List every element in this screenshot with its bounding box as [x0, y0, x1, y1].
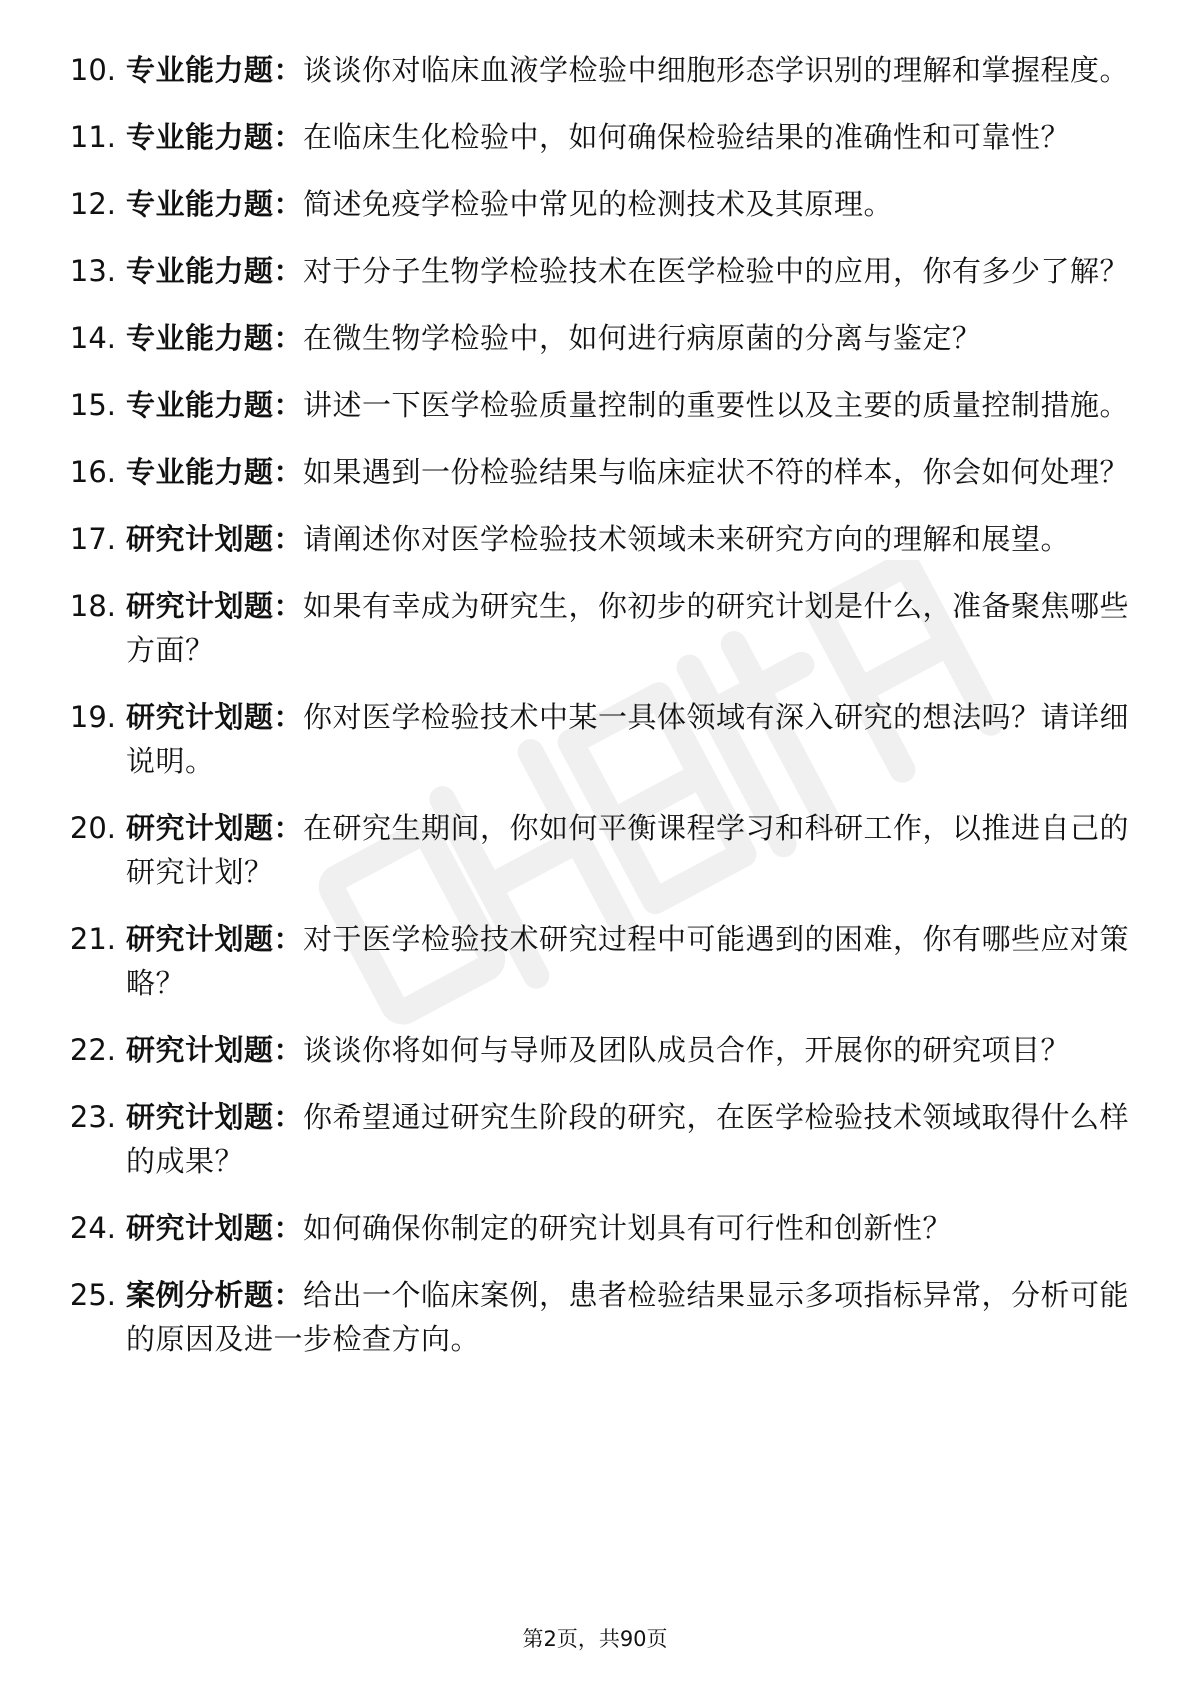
question-number: 10. — [69, 53, 116, 87]
question-number: 13. — [69, 254, 116, 288]
question-number: 22. — [69, 1033, 116, 1067]
page-footer: 第2页，共90页 — [522, 1627, 668, 1651]
question-number: 18. — [69, 589, 116, 623]
question-category: 专业能力题： — [126, 388, 304, 422]
question-category: 专业能力题： — [126, 187, 304, 221]
question-text: 谈谈你将如何与导师及团队成员合作，开展你的研究项目？ — [303, 1033, 1071, 1067]
question-text: 对于分子生物学检验技术在医学检验中的应用，你有多少了解？ — [303, 254, 1130, 288]
question-number: 24. — [69, 1211, 116, 1245]
question-item — [56, 383, 1146, 427]
question-number: 20. — [69, 811, 116, 845]
question-text: 你希望通过研究生阶段的研究，在医学检验技术领域取得什么样的成果？ — [126, 1100, 1130, 1178]
question-item — [56, 806, 1146, 894]
question-category: 专业能力题： — [126, 120, 304, 154]
question-body — [126, 1273, 1146, 1361]
question-text: 如果遇到一份检验结果与临床症状不符的样本，你会如何处理？ — [303, 455, 1130, 489]
question-category: 研究计划题： — [126, 922, 304, 956]
question-item — [56, 917, 1146, 1005]
question-text: 对于医学检验技术研究过程中可能遇到的困难，你有哪些应对策略？ — [126, 922, 1130, 1000]
question-text: 谈谈你对临床血液学检验中细胞形态学识别的理解和掌握程度。 — [303, 53, 1130, 87]
question-number: 19. — [69, 700, 116, 734]
question-text: 简述免疫学检验中常见的检测技术及其原理。 — [303, 187, 894, 221]
question-number: 16. — [69, 455, 116, 489]
question-category: 专业能力题： — [126, 455, 304, 489]
question-category: 案例分析题： — [126, 1278, 304, 1312]
question-text: 请阐述你对医学检验技术领域未来研究方向的理解和展望。 — [303, 522, 1071, 556]
question-item — [56, 48, 1146, 92]
question-item — [56, 695, 1146, 783]
question-body — [126, 917, 1146, 1005]
question-text: 讲述一下医学检验质量控制的重要性以及主要的质量控制措施。 — [303, 388, 1130, 422]
question-number: 23. — [69, 1100, 116, 1134]
question-number: 15. — [69, 388, 116, 422]
question-item — [56, 182, 1146, 226]
question-item — [56, 249, 1146, 293]
question-category: 研究计划题： — [126, 1033, 304, 1067]
question-item — [56, 517, 1146, 561]
question-body — [126, 450, 1146, 494]
question-body — [126, 1028, 1146, 1072]
question-text: 在临床生化检验中，如何确保检验结果的准确性和可靠性？ — [303, 120, 1071, 154]
question-body — [126, 249, 1146, 293]
question-category: 专业能力题： — [126, 53, 304, 87]
question-number: 25. — [69, 1278, 116, 1312]
question-item — [56, 584, 1146, 672]
question-body — [126, 1095, 1146, 1183]
question-category: 研究计划题： — [126, 589, 304, 623]
question-body — [126, 806, 1146, 894]
question-body — [126, 115, 1146, 159]
question-body — [126, 1206, 1146, 1250]
question-category: 研究计划题： — [126, 1211, 304, 1245]
question-text: 如何确保你制定的研究计划具有可行性和创新性？ — [303, 1211, 953, 1245]
question-item — [56, 1028, 1146, 1072]
question-body — [126, 517, 1146, 561]
question-number: 12. — [69, 187, 116, 221]
question-number: 11. — [69, 120, 116, 154]
question-body — [126, 316, 1146, 360]
question-number: 21. — [69, 922, 116, 956]
question-text: 在研究生期间，你如何平衡课程学习和科研工作，以推进自己的研究计划？ — [126, 811, 1130, 889]
question-body — [126, 695, 1146, 783]
question-category: 研究计划题： — [126, 700, 304, 734]
question-item — [56, 1206, 1146, 1250]
question-category: 专业能力题： — [126, 254, 304, 288]
question-category: 研究计划题： — [126, 522, 304, 556]
question-item — [56, 316, 1146, 360]
question-category: 研究计划题： — [126, 1100, 304, 1134]
question-item — [56, 450, 1146, 494]
question-text: 在微生物学检验中，如何进行病原菌的分离与鉴定？ — [303, 321, 982, 355]
question-item — [56, 1273, 1146, 1361]
question-list — [56, 48, 1146, 1384]
question-number: 17. — [69, 522, 116, 556]
question-category: 专业能力题： — [126, 321, 304, 355]
question-category: 研究计划题： — [126, 811, 304, 845]
question-body — [126, 584, 1146, 672]
question-number: 14. — [69, 321, 116, 355]
question-item — [56, 1095, 1146, 1183]
question-body — [126, 48, 1146, 92]
question-text: 你对医学检验技术中某一具体领域有深入研究的想法吗？请详细说明。 — [126, 700, 1130, 778]
question-body — [126, 182, 1146, 226]
question-text: 如果有幸成为研究生，你初步的研究计划是什么，准备聚焦哪些方面？ — [126, 589, 1130, 667]
question-body — [126, 383, 1146, 427]
question-item — [56, 115, 1146, 159]
question-text: 给出一个临床案例，患者检验结果显示多项指标异常，分析可能的原因及进一步检查方向。 — [126, 1278, 1130, 1356]
